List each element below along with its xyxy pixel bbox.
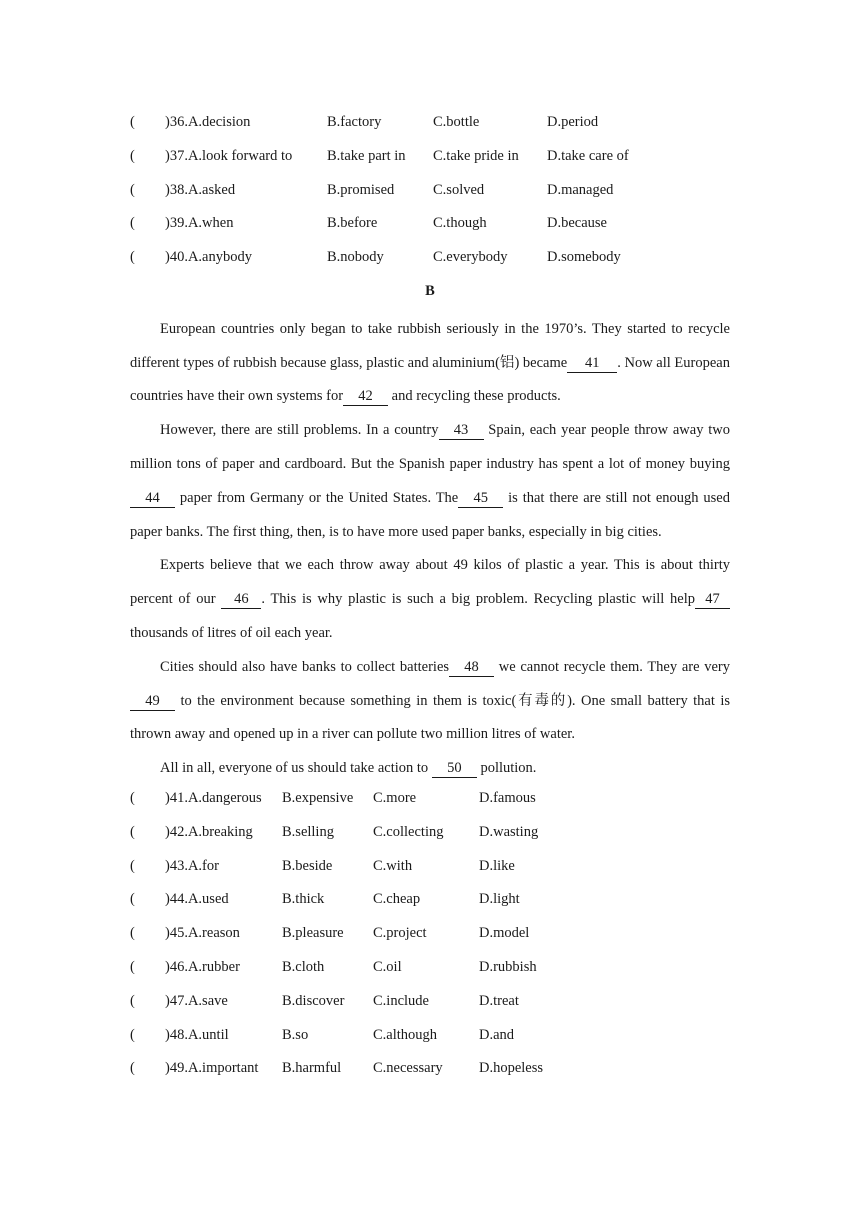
section-title: B [425,282,435,299]
passage-text: European countries only began to take rubbish seriously in the 1970’s. They started to recycle different types of rubbish because glass, plastic and aluminium(铝) became [130,320,730,371]
blank-50: 50 [432,759,477,778]
option-d: D.because [547,215,607,232]
question-list-b [130,786,730,1090]
blank-41: 41 [567,354,617,373]
option-c: C.solved [433,181,485,198]
option-d: D.model [479,925,530,942]
passage-paragraph [130,651,730,752]
option-a: )45.A.reason [165,925,240,942]
answer-paren: ( [130,1026,135,1043]
option-a: )46.A.rubber [165,958,240,975]
answer-paren: ( [130,114,135,130]
option-c: C.although [373,1026,438,1043]
option-d: D.period [547,114,599,130]
option-d: D.hopeless [479,1060,544,1077]
passage-paragraph [130,752,730,786]
option-c: C.take pride in [433,147,519,164]
blank-47: 47 [695,590,730,609]
option-c: C.oil [373,958,402,975]
passage-text: we cannot recycle them. They are very [494,658,730,675]
question-row [130,989,730,1023]
option-d: D.treat [479,992,519,1009]
option-a: )47.A.save [165,992,228,1009]
option-a: )36.A.decision [165,114,251,130]
option-c: C.though [433,215,487,232]
option-b: B.promised [327,181,395,198]
blank-43: 43 [439,421,484,440]
option-a: )39.A.when [165,215,234,232]
option-b: B.harmful [282,1060,342,1077]
option-a: )38.A.asked [165,181,236,198]
answer-paren: ( [130,857,135,874]
passage-text: All in all, everyone of us should take action to [160,760,432,777]
option-a: )41.A.dangerous [165,789,262,806]
passage-text: . This is why plastic is such a big problem. Recycling plastic will help [261,591,696,608]
option-b: B.cloth [282,958,325,975]
option-c: C.bottle [433,114,480,130]
answer-paren: ( [130,789,135,806]
passage-paragraph [130,313,730,414]
option-a: )49.A.important [165,1060,259,1077]
question-row [130,211,730,245]
answer-paren: ( [130,1060,135,1077]
option-b: B.take part in [327,147,406,164]
option-d: D.somebody [547,249,621,266]
passage-text: Cities should also have banks to collect batteries [160,658,450,675]
blank-49: 49 [130,692,175,711]
option-c: C.more [373,789,417,806]
option-b: B.expensive [282,789,354,806]
option-d: D.rubbish [479,958,537,975]
option-b: B.beside [282,857,333,874]
option-a: )48.A.until [165,1026,229,1043]
option-c: C.project [373,925,427,942]
question-row [130,1056,730,1090]
passage-text: paper from Germany or the United States. The [175,489,459,506]
document-page [130,110,730,1090]
question-row [130,921,730,955]
option-a: )37.A.look forward to [165,147,293,164]
answer-paren: ( [130,823,135,840]
option-d: D.light [479,891,520,908]
option-d: D.take care of [547,147,629,164]
question-row [130,854,730,888]
blank-46: 46 [221,590,261,609]
question-row [130,144,730,178]
passage-text: . Now all European countries have their own systems for [130,354,730,405]
answer-paren: ( [130,891,135,908]
blank-44: 44 [130,489,175,508]
option-d: D.famous [479,789,536,806]
question-row [130,178,730,212]
question-row [130,110,730,144]
question-row [130,955,730,989]
question-row [130,820,730,854]
passage-text: is that there are still not enough used paper banks. The first thing, then, is to have more used paper banks, especially in big cities. [130,489,730,540]
passage-paragraph [130,549,730,650]
option-c: C.necessary [373,1060,443,1077]
answer-paren: ( [130,215,135,232]
passage-paragraph [130,414,730,549]
passage-text: pollution. [476,760,537,777]
question-row [130,786,730,820]
option-c: C.collecting [373,823,444,840]
option-b: B.factory [327,114,382,130]
answer-paren: ( [130,181,135,198]
answer-paren: ( [130,958,135,975]
option-a: )43.A.for [165,857,219,874]
option-d: D.managed [547,181,614,198]
option-b: B.pleasure [282,925,344,942]
option-c: C.cheap [373,891,421,908]
option-b: B.selling [282,823,334,840]
option-c: C.everybody [433,249,508,266]
option-a: )40.A.anybody [165,249,252,266]
option-b: B.thick [282,891,325,908]
option-a: )42.A.breaking [165,823,253,840]
option-d: D.and [479,1026,515,1043]
passage-text: Experts believe that we each throw away about 49 kilos of plastic a year. This is about thirty percent of our [130,557,730,608]
question-row [130,1023,730,1057]
blank-45: 45 [458,489,503,508]
answer-paren: ( [130,147,135,164]
option-b: B.discover [282,992,345,1009]
option-d: D.wasting [479,823,539,840]
passage-text: to the environment because something in them is toxic(有毒的). One small battery that is thrown away and opened up in a river can pollute two million litres of water. [130,692,730,743]
passage-text: Spain, each year people throw away two million tons of paper and cardboard. But the Spanish paper industry has spent a lot of money buying [130,422,730,472]
option-a: )44.A.used [165,891,229,908]
option-b: B.so [282,1026,309,1043]
answer-paren: ( [130,249,135,266]
option-d: D.like [479,857,515,874]
passage-text: However, there are still problems. In a country [160,422,439,439]
passage-text: thousands of litres of oil each year. [130,624,333,641]
option-c: C.with [373,857,413,874]
question-row [130,887,730,921]
question-row [130,245,730,279]
blank-48: 48 [449,658,494,677]
answer-paren: ( [130,992,135,1009]
answer-paren: ( [130,925,135,942]
question-list-a [130,110,730,279]
blank-42: 42 [343,387,388,406]
option-b: B.nobody [327,249,384,266]
option-c: C.include [373,992,429,1009]
option-b: B.before [327,215,378,232]
passage-text: and recycling these products. [388,388,561,405]
